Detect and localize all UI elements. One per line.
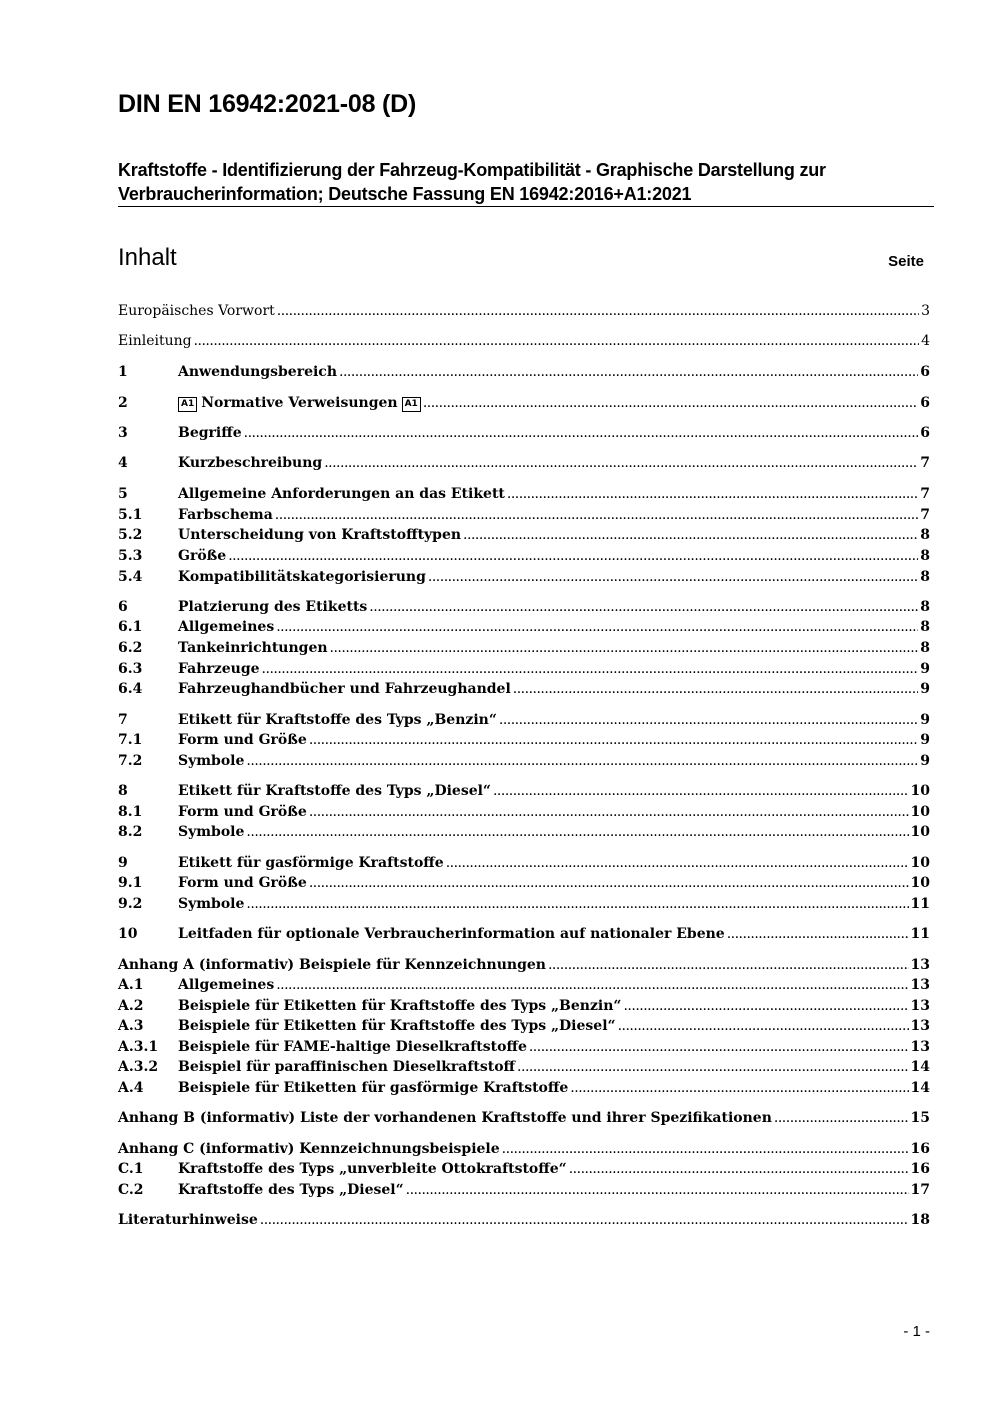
toc-entry[interactable]: [118, 453, 930, 473]
toc-dot-leader: [277, 301, 919, 321]
toc-entry[interactable]: [118, 362, 930, 382]
toc-dot-leader: [260, 1210, 909, 1230]
toc-entry-title: Anhang C (informativ) Kennzeichnungsbeispiele: [118, 1141, 500, 1157]
toc-entry-page: 11: [910, 926, 930, 942]
toc-entry-page: 14: [910, 1059, 930, 1075]
toc-entry-title-wrap: [178, 1159, 567, 1179]
toc-entry-number: A.2: [118, 998, 144, 1014]
toc-entry-page: 16: [910, 1161, 930, 1177]
toc-entry[interactable]: [118, 1037, 930, 1057]
toc-entry-title: Symbole: [178, 824, 245, 840]
toc-entry-title: Etikett für gasförmige Kraftstoffe: [178, 855, 444, 871]
toc-entry-number: 5.4: [118, 569, 143, 585]
toc-dot-leader: [406, 1180, 909, 1200]
toc-entry-number: 8.1: [118, 804, 143, 820]
toc-entry[interactable]: [118, 525, 930, 545]
toc-entry-title: Form und Größe: [178, 804, 307, 820]
toc-entry-number: C.2: [118, 1182, 144, 1198]
toc-dot-leader: [502, 1139, 909, 1159]
toc-entry-title-wrap: [178, 567, 426, 587]
toc-entry-title: Beispiele für Etiketten für Kraftstoffe des Typs „Diesel“: [178, 1018, 616, 1034]
toc-dot-leader: [618, 1016, 909, 1036]
toc-entry[interactable]: [118, 546, 930, 566]
document-subtitle: Kraftstoffe - Identifizierung der Fahrzeug-Kompatibilität - Graphische Darstellung zur Verbraucherinformation; Deutsche Fassung EN 16942:2016+A1:2021: [118, 160, 826, 204]
toc-entry-page: 10: [910, 783, 930, 799]
toc-entry[interactable]: [118, 996, 930, 1016]
toc-entry-page: 3: [921, 303, 930, 319]
toc-entry-page: 14: [910, 1080, 930, 1096]
toc-entry-title-wrap: [178, 1057, 515, 1077]
toc-entry[interactable]: [118, 597, 930, 617]
toc-entry-page: 10: [910, 875, 930, 891]
toc-entry-title: Europäisches Vorwort: [118, 303, 275, 319]
toc-entry-number: 6: [118, 599, 128, 615]
toc-entry-number: 5: [118, 486, 128, 502]
toc-entry-title: Anwendungsbereich: [178, 364, 337, 380]
toc-entry-page: 9: [920, 753, 930, 769]
toc-entry-page: 9: [920, 661, 930, 677]
toc-entry-page: 10: [910, 855, 930, 871]
toc-entry-number: 5.3: [118, 548, 143, 564]
toc-entry-title: Beispiele für FAME-haltige Dieselkraftstoffe: [178, 1039, 527, 1055]
toc-dot-leader: [548, 955, 909, 975]
toc-entry[interactable]: [118, 331, 930, 351]
toc-entry-number: 9.2: [118, 896, 143, 912]
toc-entry[interactable]: [118, 301, 930, 321]
toc-entry-page: 16: [910, 1141, 930, 1157]
toc-entry-title: Anhang A (informativ) Beispiele für Kennzeichnungen: [118, 957, 546, 973]
toc-entry[interactable]: [118, 659, 930, 679]
toc-entry[interactable]: [118, 781, 930, 801]
toc-entry-title-wrap: [178, 393, 421, 413]
toc-entry[interactable]: [118, 393, 930, 413]
toc-entry-title: Begriffe: [178, 425, 242, 441]
toc-dot-leader: [569, 1159, 909, 1179]
toc-entry-page: 8: [920, 527, 930, 543]
toc-entry-title-wrap: [178, 659, 260, 679]
toc-entry-number: A.1: [118, 977, 144, 993]
toc-dot-leader: [529, 1037, 909, 1057]
toc-entry-title-wrap: [118, 301, 275, 321]
toc-entry-number: 8: [118, 783, 128, 799]
toc-entry-title-wrap: [118, 331, 192, 351]
toc-entry-title: Größe: [178, 548, 227, 564]
toc-dot-leader: [228, 546, 918, 566]
toc-dot-leader: [423, 393, 918, 413]
toc-entry-page: 9: [920, 681, 930, 697]
toc-entry-page: 17: [910, 1182, 930, 1198]
toc-entry-number: A.3: [118, 1018, 144, 1034]
toc-entry[interactable]: [118, 1108, 930, 1128]
toc-entry[interactable]: [118, 710, 930, 730]
toc-dot-leader: [570, 1078, 908, 1098]
page-column-label: Seite: [888, 253, 924, 270]
toc-dot-leader: [369, 597, 918, 617]
toc-entry-page: 13: [910, 1039, 930, 1055]
toc-entry-title: Symbole: [178, 753, 245, 769]
toc-entry[interactable]: [118, 955, 930, 975]
toc-dot-leader: [324, 453, 918, 473]
toc-entry-page: 6: [920, 395, 930, 411]
toc-entry[interactable]: [118, 423, 930, 443]
toc-entry-title: Kraftstoffe des Typs „unverbleite Ottokraftstoffe“: [178, 1161, 567, 1177]
amendment-end-marker-icon: A1: [402, 397, 421, 412]
toc-dot-leader: [727, 924, 909, 944]
toc-dot-leader: [517, 1057, 908, 1077]
title-divider: [118, 206, 934, 207]
toc-entry-title-wrap: [178, 873, 307, 893]
toc-entry-page: 9: [920, 732, 930, 748]
toc-entry-page: 13: [910, 977, 930, 993]
toc-dot-leader: [463, 525, 918, 545]
toc-entry-number: C.1: [118, 1161, 144, 1177]
toc-dot-leader: [774, 1108, 909, 1128]
toc-entry-title-wrap: [178, 802, 307, 822]
toc-entry-page: 7: [920, 507, 930, 523]
toc-entry-title-wrap: [118, 1108, 772, 1128]
toc-entry-title-wrap: [178, 1078, 568, 1098]
toc-dot-leader: [446, 853, 909, 873]
toc-entry-page: 4: [921, 333, 930, 349]
toc-entry-number: 4: [118, 455, 128, 471]
toc-entry-title-wrap: [178, 597, 367, 617]
toc-entry[interactable]: [118, 873, 930, 893]
toc-entry[interactable]: [118, 1210, 930, 1230]
toc-dot-leader: [246, 751, 918, 771]
toc-entry-page: 10: [910, 824, 930, 840]
toc-dot-leader: [428, 567, 918, 587]
toc-entry-page: 13: [910, 998, 930, 1014]
toc-dot-leader: [246, 894, 908, 914]
toc-dot-leader: [194, 331, 920, 351]
toc-entry-number: 8.2: [118, 824, 143, 840]
toc-entry-page: 8: [920, 640, 930, 656]
toc-entry-title-wrap: [178, 1037, 527, 1057]
toc-entry-number: 9: [118, 855, 128, 871]
toc-dot-leader: [309, 802, 909, 822]
toc-dot-leader: [623, 996, 908, 1016]
toc-dot-leader: [493, 781, 909, 801]
amendment-start-marker-icon: A1: [178, 397, 197, 412]
toc-dot-leader: [513, 679, 918, 699]
toc-entry-number: 5.1: [118, 507, 143, 523]
toc-entry[interactable]: [118, 638, 930, 658]
toc-entry-title: Normative Verweisungen: [201, 395, 398, 411]
toc-dot-leader: [275, 505, 918, 525]
toc-dot-leader: [309, 730, 918, 750]
toc-entry-number: 1: [118, 364, 128, 380]
toc-entry-title-wrap: [178, 617, 274, 637]
toc-entry-title: Beispiel für paraffinischen Dieselkraftstoff: [178, 1059, 516, 1075]
toc-entry-title-wrap: [178, 453, 322, 473]
toc-entry[interactable]: [118, 505, 930, 525]
toc-dot-leader: [276, 617, 918, 637]
toc-entry[interactable]: [118, 1139, 930, 1159]
toc-entry-title-wrap: [178, 484, 505, 504]
toc-entry-title-wrap: [178, 362, 337, 382]
toc-entry[interactable]: [118, 822, 930, 842]
toc-entry[interactable]: [118, 679, 930, 699]
toc-entry-page: 6: [920, 364, 930, 380]
toc-entry-title: Kompatibilitätskategorisierung: [178, 569, 426, 585]
toc-entry-title-wrap: [178, 505, 273, 525]
toc-entry-title-wrap: [178, 423, 242, 443]
toc-entry-number: 5.2: [118, 527, 143, 543]
toc-entry-title-wrap: [118, 1210, 258, 1230]
page-number: - 1 -: [903, 1323, 930, 1340]
toc-entry-title: Literaturhinweise: [118, 1212, 258, 1228]
toc-entry[interactable]: [118, 567, 930, 587]
toc-entry-number: 7.2: [118, 753, 143, 769]
toc-entry[interactable]: [118, 853, 930, 873]
toc-entry[interactable]: [118, 1180, 930, 1200]
toc-entry-title-wrap: [178, 894, 244, 914]
toc-entry-title: Beispiele für Etiketten für Kraftstoffe des Typs „Benzin“: [178, 998, 622, 1014]
toc-dot-leader: [262, 659, 919, 679]
toc-entry-title-wrap: [178, 679, 511, 699]
toc-entry-page: 8: [920, 548, 930, 564]
toc-entry-title: Farbschema: [178, 507, 273, 523]
toc-entry[interactable]: [118, 1057, 930, 1077]
toc-dot-leader: [507, 484, 918, 504]
toc-entry[interactable]: [118, 1078, 930, 1098]
toc-entry-title: Anhang B (informativ) Liste der vorhandenen Kraftstoffe und ihrer Spezifikationen: [118, 1110, 772, 1126]
toc-heading: Inhalt: [118, 244, 177, 271]
toc-dot-leader: [309, 873, 909, 893]
toc-entry-title-wrap: [178, 751, 244, 771]
toc-entry-title: Form und Größe: [178, 875, 307, 891]
toc-entry-title-wrap: [178, 996, 621, 1016]
toc-entry[interactable]: [118, 894, 930, 914]
toc-entry-title: Tankeinrichtungen: [178, 640, 328, 656]
toc-entry-title: Kurzbeschreibung: [178, 455, 323, 471]
toc-dot-leader: [499, 710, 918, 730]
toc-entry-page: 15: [910, 1110, 930, 1126]
toc-entry-page: 8: [920, 569, 930, 585]
toc-entry-number: 7.1: [118, 732, 143, 748]
toc-entry-title-wrap: [178, 546, 226, 566]
toc-entry-page: 13: [910, 1018, 930, 1034]
toc-entry-page: 9: [920, 712, 930, 728]
toc-entry[interactable]: [118, 975, 930, 995]
toc-entry-title: Fahrzeuge: [178, 661, 260, 677]
toc-entry-title: Kraftstoffe des Typs „Diesel“: [178, 1182, 404, 1198]
toc-entry-number: 7: [118, 712, 128, 728]
toc-entry-title-wrap: [178, 924, 725, 944]
toc-entry-number: 10: [118, 926, 138, 942]
toc-entry-title: Unterscheidung von Kraftstofftypen: [178, 527, 462, 543]
toc-entry[interactable]: [118, 617, 930, 637]
toc-entry-title: Beispiele für Etiketten für gasförmige Kraftstoffe: [178, 1080, 569, 1096]
toc-entry-title: Etikett für Kraftstoffe des Typs „Diesel“: [178, 783, 491, 799]
toc-entry-number: 6.1: [118, 619, 143, 635]
toc-dot-leader: [246, 822, 908, 842]
document-title: DIN EN 16942:2021-08 (D): [118, 90, 417, 118]
toc-entry-title: Symbole: [178, 896, 245, 912]
toc-entry-page: 6: [920, 425, 930, 441]
toc-entry-title-wrap: [178, 638, 328, 658]
toc-entry-title-wrap: [178, 730, 307, 750]
toc-dot-leader: [339, 362, 918, 382]
toc-entry-title-wrap: [178, 1016, 616, 1036]
toc-entry-number: A.4: [118, 1080, 144, 1096]
toc-entry-page: 13: [910, 957, 930, 973]
toc-entry-title: Fahrzeughandbücher und Fahrzeughandel: [178, 681, 511, 697]
toc-entry-number: 3: [118, 425, 128, 441]
toc-entry-title-wrap: [178, 975, 274, 995]
toc-entry-title-wrap: [178, 853, 444, 873]
toc-entry-title-wrap: [178, 822, 244, 842]
toc-entry-title: Allgemeines: [178, 977, 275, 993]
toc-entry[interactable]: [118, 484, 930, 504]
toc-entry-number: 9.1: [118, 875, 143, 891]
toc-entry-title: Allgemeines: [178, 619, 275, 635]
toc-entry[interactable]: [118, 802, 930, 822]
toc-entry-number: 6.3: [118, 661, 143, 677]
toc-entry-page: 18: [910, 1212, 930, 1228]
toc-entry-title-wrap: [178, 710, 497, 730]
toc-entry-page: 8: [920, 599, 930, 615]
toc-entry-number: 6.4: [118, 681, 143, 697]
toc-entry-title-wrap: [118, 1139, 500, 1159]
toc-entry[interactable]: [118, 751, 930, 771]
toc-entry[interactable]: [118, 1016, 930, 1036]
toc-entry-title-wrap: [178, 1180, 404, 1200]
toc-entry-number: A.3.2: [118, 1059, 159, 1075]
toc-entry[interactable]: [118, 730, 930, 750]
toc-entry-title: Leitfaden für optionale Verbraucherinformation auf nationaler Ebene: [178, 926, 725, 942]
toc-entry-title: Etikett für Kraftstoffe des Typs „Benzin“: [178, 712, 497, 728]
toc-entry-number: 6.2: [118, 640, 143, 656]
toc-entry-page: 8: [920, 619, 930, 635]
toc-entry-title: Allgemeine Anforderungen an das Etikett: [178, 486, 505, 502]
toc-entry-page: 7: [920, 486, 930, 502]
toc-entry-page: 10: [910, 804, 930, 820]
toc-entry-number: A.3.1: [118, 1039, 159, 1055]
toc-dot-leader: [276, 975, 908, 995]
toc-entry[interactable]: [118, 1159, 930, 1179]
toc-entry-title-wrap: [178, 781, 491, 801]
toc-entry-page: 11: [910, 896, 930, 912]
toc-entry-title-wrap: [118, 955, 546, 975]
toc-entry-number: 2: [118, 395, 128, 411]
toc-dot-leader: [330, 638, 919, 658]
toc-entry-title: Platzierung des Etiketts: [178, 599, 368, 615]
toc-dot-leader: [244, 423, 919, 443]
toc-entry-page: 7: [920, 455, 930, 471]
toc-entry-title-wrap: [178, 525, 461, 545]
toc-entry-title: Einleitung: [118, 333, 192, 349]
toc-entry-title: Form und Größe: [178, 732, 307, 748]
toc-entry[interactable]: [118, 924, 930, 944]
